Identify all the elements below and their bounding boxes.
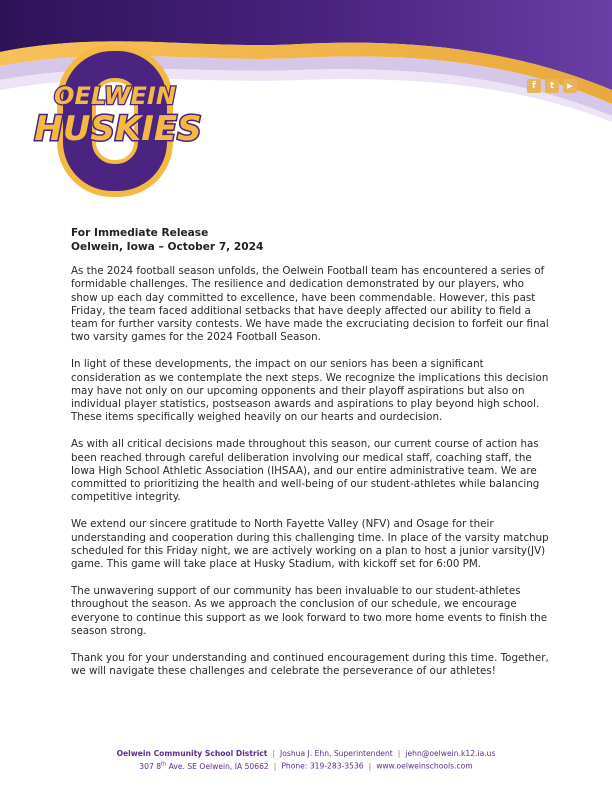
facebook-icon[interactable]: f bbox=[527, 79, 541, 93]
paragraph-4: We extend our sincere gratitude to North Fayette Valley (NFV) and Osage for their understanding and cooperation during this challenging time. In place of the varsity matchup scheduled for this Friday night, we are actively working on a plan to host a junior varsity(JV) game. This game will take place at Husky Stadium, with kickoff set for 6:00 PM. bbox=[71, 518, 549, 571]
footer-line-1 bbox=[0, 749, 612, 758]
footer-superintendent: Joshua J. Ehn, Superintendent bbox=[280, 749, 393, 758]
logo-text-huskies: HUSKIES bbox=[34, 109, 202, 149]
footer-line-2 bbox=[0, 761, 612, 771]
footer-separator: | bbox=[273, 761, 277, 771]
footer-address bbox=[139, 762, 268, 771]
release-header bbox=[71, 226, 263, 254]
youtube-icon[interactable]: ▶ bbox=[563, 79, 577, 93]
paragraph-2: In light of these developments, the impact on our seniors has been a significant consideration as we contemplate the next steps. We recognize the implications this decision may have not only on our upcoming opponents and their playoff aspirations but also on individual player statistics, postseason awards and aspirations to play beyond high school. These items specifically weighed heavily on our hearts and ourdecision. bbox=[71, 358, 549, 424]
footer-separator: | bbox=[368, 761, 372, 771]
footer-website[interactable]: www.oelweinschools.com bbox=[376, 761, 473, 771]
paragraph-1: As the 2024 football season unfolds, the Oelwein Football team has encountered a series of formidable challenges. The resilience and dedication demonstrated by our players, who show up each day committed to excellence, have been commendable. However, this past Friday, the team faced additional setbacks that have deeply affected our ability to field a team for further varsity contests. We have made the excruciating decision to forfeit our final two varsity games for the 2024 Football Season. bbox=[71, 265, 549, 344]
footer-address-number: 307 8 bbox=[139, 761, 162, 771]
footer-phone: Phone: 319-283-3536 bbox=[281, 761, 364, 771]
logo-text-oelwein: OELWEIN bbox=[54, 82, 176, 110]
footer-address-street: Ave. SE Oelwein, IA 50662 bbox=[166, 761, 269, 771]
footer-address-suffix: th bbox=[161, 761, 167, 767]
footer-org: Oelwein Community School District bbox=[116, 749, 268, 758]
paragraph-5: The unwavering support of our community has been invaluable to our student-athletes throughout the season. As we approach the conclusion of our schedule, we encourage everyone to continue this support as we look forward to two more home events to finish the season strong. bbox=[71, 584, 548, 637]
release-heading: For Immediate Release bbox=[71, 227, 209, 239]
footer-email[interactable]: jehn@oelwein.k12.ia.us bbox=[405, 749, 496, 758]
footer-separator: | bbox=[272, 749, 275, 758]
footer-separator: | bbox=[397, 749, 401, 758]
paragraph-6: Thank you for your understanding and continued encouragement during this time. Together, we will navigate these challenges and celebrate the perseverance of our athletes! bbox=[71, 651, 549, 677]
header-banner bbox=[0, 0, 612, 200]
paragraph-3: As with all critical decisions made throughout this season, our current course of action has been reached through careful deliberation involving our medical staff, coaching staff, the Iowa High School Athletic Association (IHSAA), and our entire administrative team. We are committed to prioritizing the health and well-being of our student-athletes while balancing competitive integrity. bbox=[71, 438, 540, 504]
twitter-icon[interactable]: t bbox=[545, 79, 559, 93]
release-dateline: Oelwein, Iowa – October 7, 2024 bbox=[71, 241, 264, 253]
press-release-body bbox=[71, 265, 553, 692]
